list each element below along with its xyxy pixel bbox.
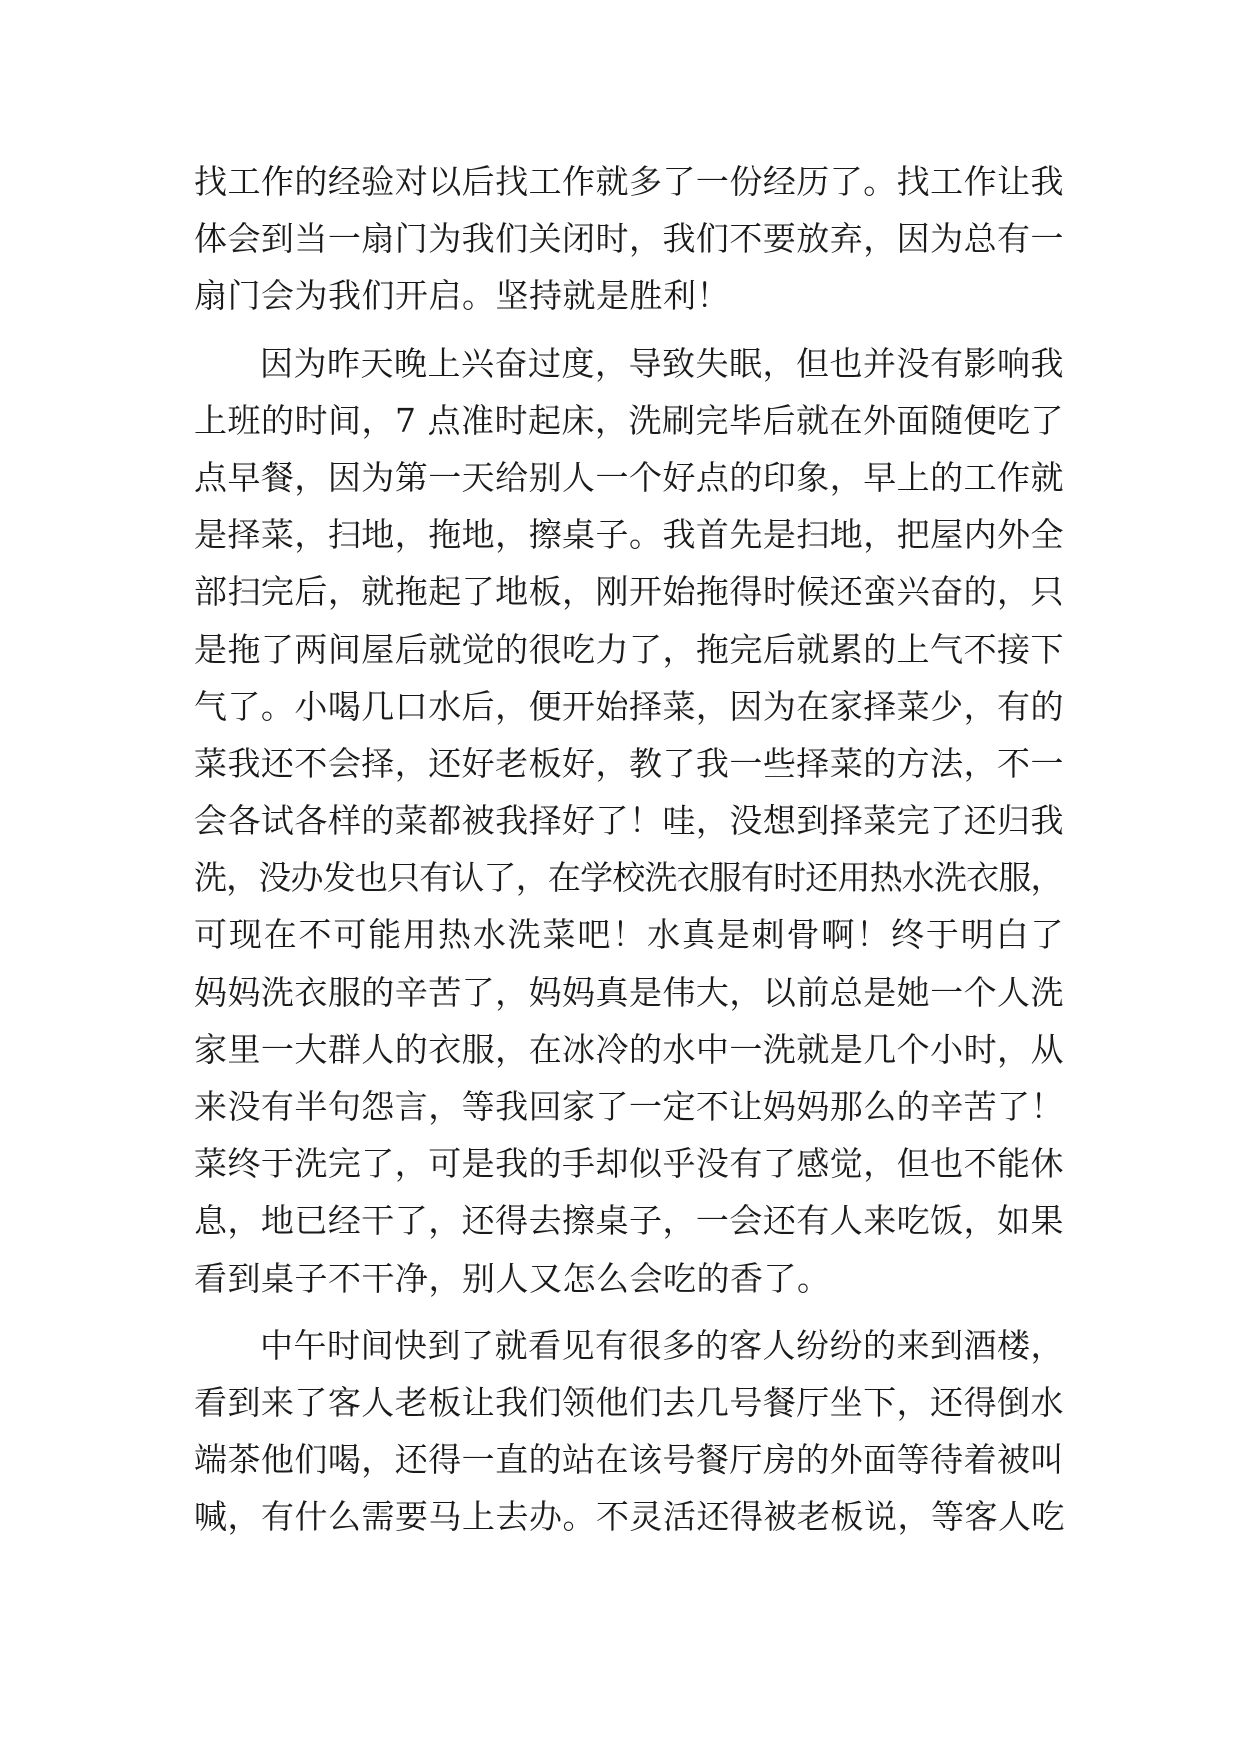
text-line: 息，地已经干了，还得去擦桌子，一会还有人来吃饭，如果 (194, 1201, 1064, 1241)
paragraph-1 (194, 153, 1064, 325)
text-line: 因为昨天晚上兴奋过度，导致失眠，但也并没有影响我 (260, 343, 1064, 383)
paragraph-2 (194, 335, 1064, 1307)
text-line: 看到桌子不干净，别人又怎么会吃的香了。 (194, 1258, 831, 1298)
text-line: 菜我还不会择，还好老板好，教了我一些择菜的方法，不一 (194, 743, 1064, 783)
text-line: 上班的时间，7 点准时起床，洗刷完毕后就在外面随便吃了 (194, 400, 1064, 440)
text-line: 来没有半句怨言，等我回家了一定不让妈妈那么的辛苦了！ (194, 1087, 1064, 1126)
text-line: 点早餐，因为第一天给别人一个好点的印象，早上的工作就 (194, 457, 1064, 497)
text-line: 部扫完后，就拖起了地板，刚开始拖得时候还蛮兴奋的，只 (194, 572, 1064, 612)
text-line: 体会到当一扇门为我们关闭时，我们不要放弃，因为总有一 (194, 219, 1064, 259)
text-line: 是择菜，扫地，拖地，擦桌子。我首先是扫地，把屋内外全 (194, 515, 1064, 555)
document-body (194, 153, 1064, 1546)
text-line: 菜终于洗完了，可是我的手却似乎没有了感觉，但也不能休 (194, 1144, 1064, 1184)
text-line: 扇门会为我们开启。坚持就是胜利！ (194, 276, 730, 316)
text-line: 看到来了客人老板让我们领他们去几号餐厅坐下，还得倒水 (194, 1382, 1064, 1422)
text-line: 端茶他们喝，还得一直的站在该号餐厅房的外面等待着被叫 (194, 1440, 1064, 1480)
text-line: 中午时间快到了就看见有很多的客人纷纷的来到酒楼， (260, 1325, 1064, 1365)
text-line: 会各试各样的菜都被我择好了！哇，没想到择菜完了还归我 (194, 801, 1064, 841)
text-line: 找工作的经验对以后找工作就多了一份经历了。找工作让我 (194, 162, 1064, 201)
text-line: 喊，有什么需要马上去办。不灵活还得被老板说，等客人吃 (194, 1497, 1065, 1537)
text-line: 洗，没办发也只有认了，在学校洗衣服有时还用热水洗衣服， (194, 858, 1063, 898)
text-line: 妈妈洗衣服的辛苦了，妈妈真是伟大，以前总是她一个人洗 (194, 972, 1064, 1012)
paragraph-3 (194, 1317, 1064, 1546)
text-line: 气了。小喝几口水后，便开始择菜，因为在家择菜少，有的 (194, 686, 1064, 726)
text-line: 是拖了两间屋后就觉的很吃力了，拖完后就累的上气不接下 (194, 629, 1064, 669)
paragraph-gap (194, 1307, 1064, 1317)
text-line: 家里一大群人的衣服，在冰冷的水中一洗就是几个小时，从 (194, 1029, 1064, 1069)
paragraph-gap (194, 325, 1064, 335)
text-line: 可现在不可能用热水洗菜吧！水真是刺骨啊！终于明白了 (194, 915, 1066, 955)
